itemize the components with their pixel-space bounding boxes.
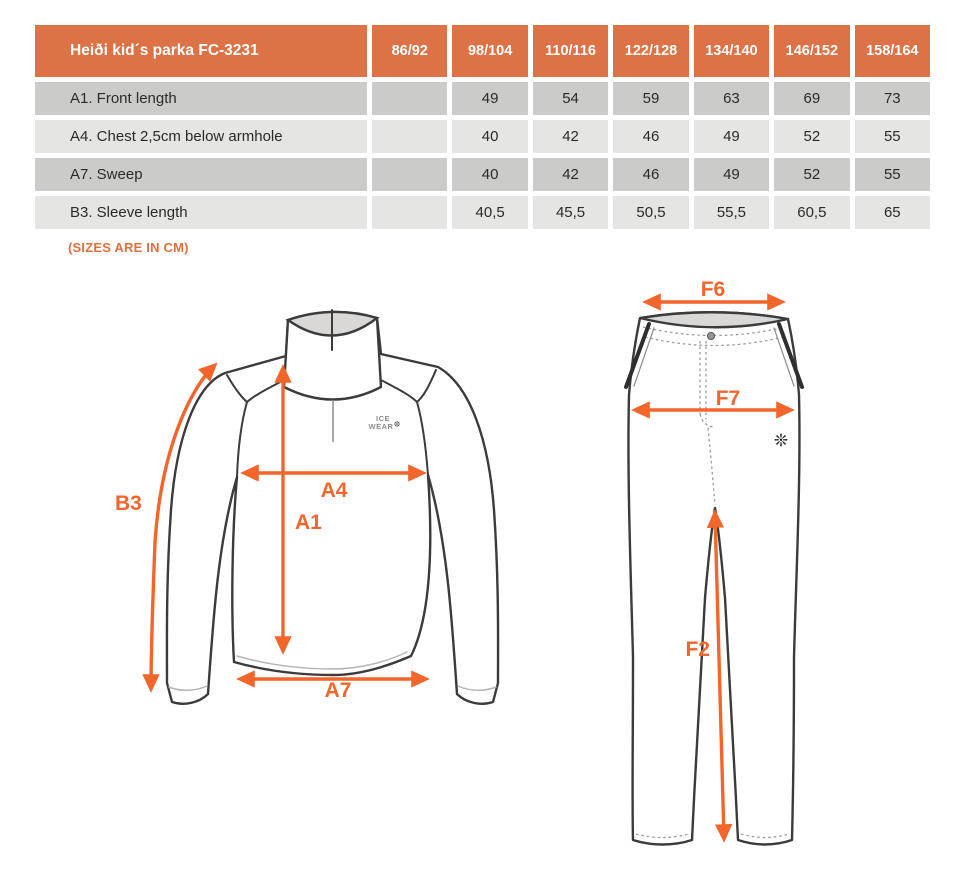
b3-label: B3 (115, 492, 142, 515)
row-label: A7. Sweep (35, 158, 367, 191)
size-value-cell: 42 (533, 120, 608, 153)
f6-label: F6 (700, 278, 726, 301)
jacket-measurement-diagram (95, 290, 535, 890)
size-value-cell: 55 (855, 120, 930, 153)
size-col-header: 134/140 (694, 25, 769, 77)
size-col-header: 158/164 (855, 25, 930, 77)
a4-label: A4 (320, 479, 348, 502)
row-label: B3. Sleeve length (35, 196, 367, 229)
size-value-cell: 49 (694, 158, 769, 191)
f7-label: F7 (715, 387, 741, 410)
size-col-header: 122/128 (613, 25, 688, 77)
a7-label: A7 (324, 679, 352, 702)
size-value-cell: 49 (694, 120, 769, 153)
size-value-cell: 52 (774, 120, 849, 153)
size-value-cell: 65 (855, 196, 930, 229)
size-value-cell: 63 (694, 82, 769, 115)
size-value-cell: 60,5 (774, 196, 849, 229)
jacket-drawing (167, 310, 498, 704)
size-value-cell: 46 (613, 158, 688, 191)
size-value-cell (372, 158, 447, 191)
brand-logo-line2: WEAR (368, 422, 394, 431)
sizes-note: (SIZES ARE IN CM) (68, 240, 189, 255)
f2-label: F2 (685, 638, 710, 661)
size-value-cell (372, 196, 447, 229)
pants-snowflake-icon: ❊ (773, 431, 789, 451)
size-col-header: 86/92 (372, 25, 447, 77)
row-label: A4. Chest 2,5cm below armhole (35, 120, 367, 153)
size-value-cell: 40 (452, 120, 527, 153)
size-col-header: 146/152 (774, 25, 849, 77)
size-value-cell: 55,5 (694, 196, 769, 229)
size-value-cell: 40 (452, 158, 527, 191)
size-value-cell: 54 (533, 82, 608, 115)
size-value-cell: 46 (613, 120, 688, 153)
size-value-cell: 55 (855, 158, 930, 191)
table-title: Heiði kid´s parka FC-3231 (35, 25, 367, 77)
row-label: A1. Front length (35, 82, 367, 115)
a1-label: A1 (295, 511, 322, 534)
size-value-cell (372, 120, 447, 153)
size-value-cell: 69 (774, 82, 849, 115)
size-value-cell (372, 82, 447, 115)
size-value-cell: 59 (613, 82, 688, 115)
size-value-cell: 52 (774, 158, 849, 191)
size-value-cell: 40,5 (452, 196, 527, 229)
size-value-cell: 73 (855, 82, 930, 115)
size-value-cell: 45,5 (533, 196, 608, 229)
size-col-header: 98/104 (452, 25, 527, 77)
size-col-header: 110/116 (533, 25, 608, 77)
size-value-cell: 49 (452, 82, 527, 115)
size-value-cell: 50,5 (613, 196, 688, 229)
size-table (35, 25, 930, 229)
pants-drawing (626, 312, 802, 844)
waist-button (707, 332, 714, 339)
pants-measurement-diagram (610, 278, 860, 868)
pants-silhouette (628, 312, 799, 844)
brand-snowflake-icon: ❊ (393, 420, 401, 429)
size-value-cell: 42 (533, 158, 608, 191)
brand-logo-line1: ICE (375, 414, 391, 423)
